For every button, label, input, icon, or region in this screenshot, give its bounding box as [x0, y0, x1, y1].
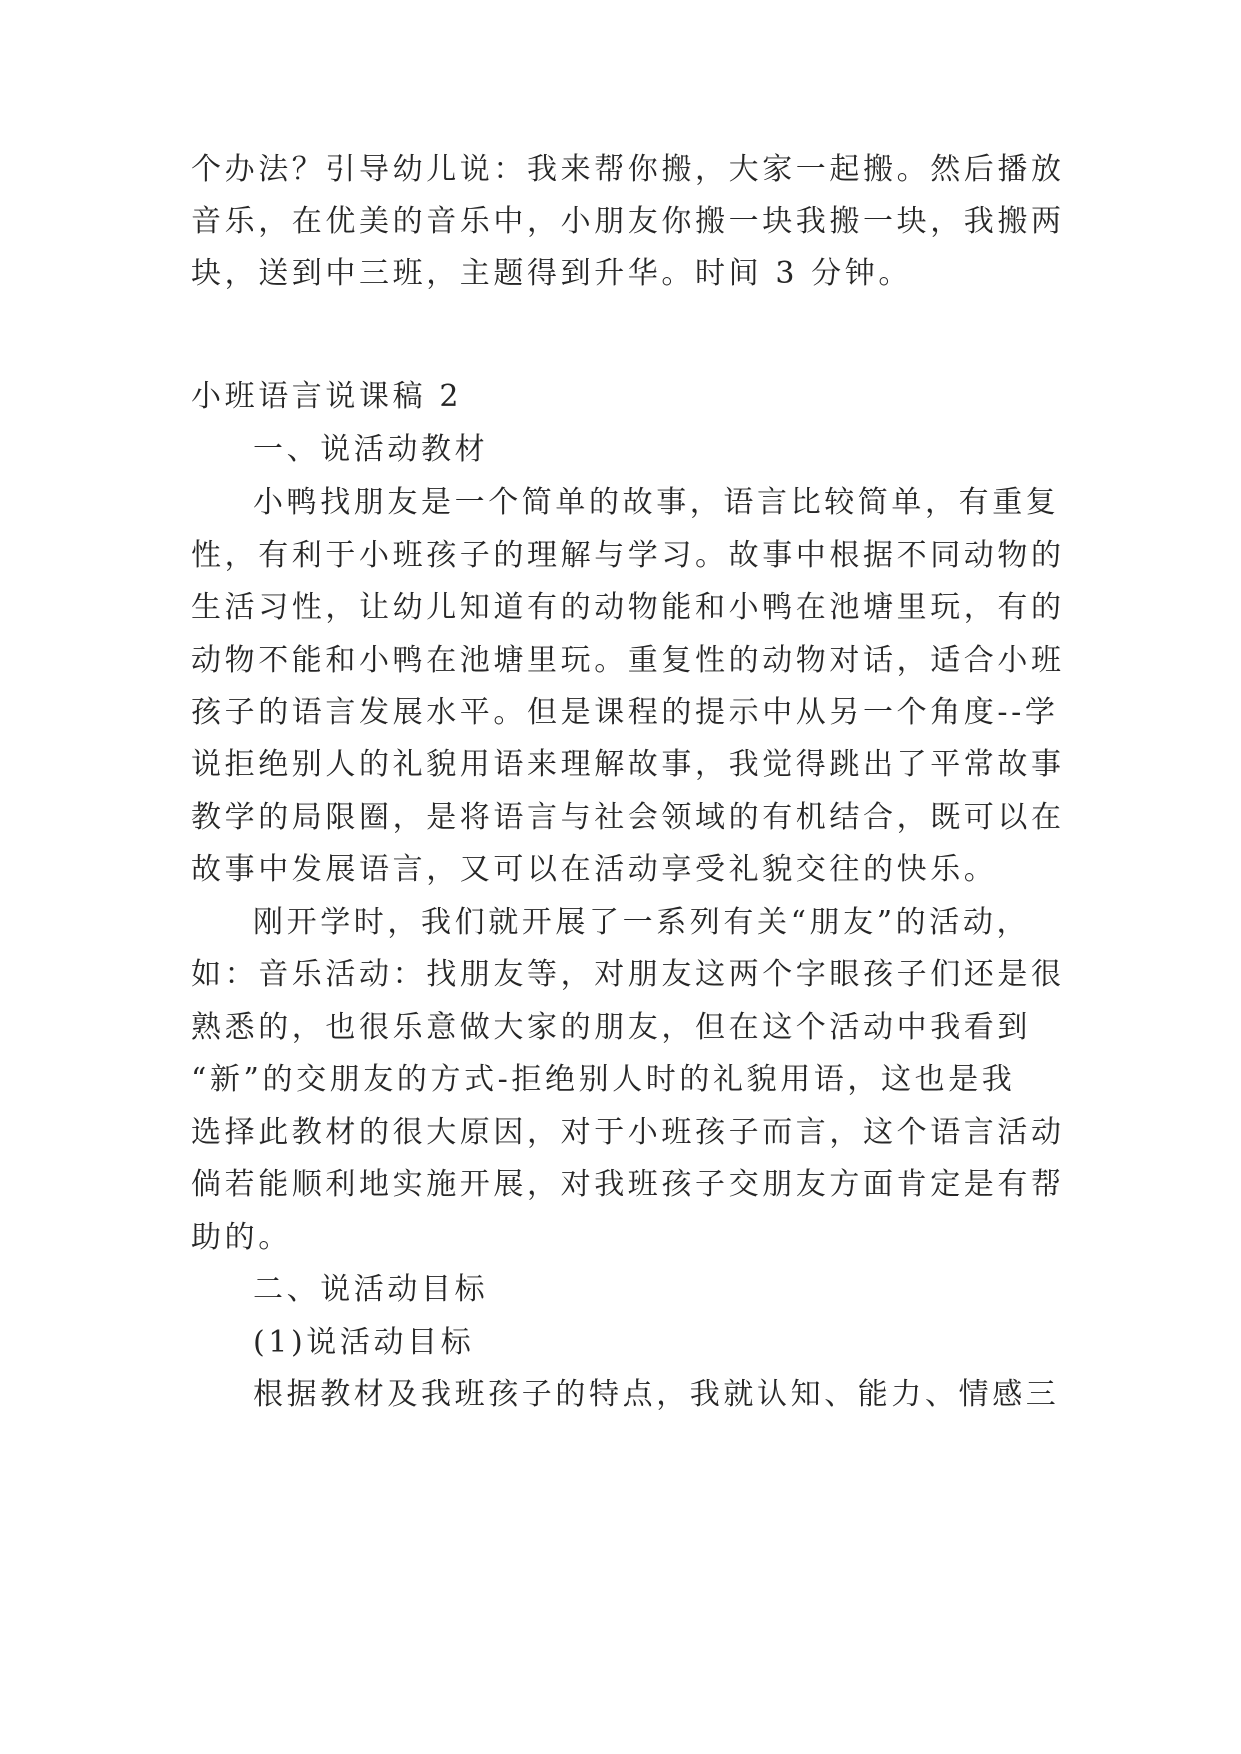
- text-line: 生活习性，让幼儿知道有的动物能和小鸭在池塘里玩，有的: [191, 590, 1065, 625]
- section-heading: 二、说活动目标: [253, 1272, 489, 1307]
- text-line: 教学的局限圈，是将语言与社会领域的有机结合，既可以在: [191, 800, 1065, 835]
- section-heading: 一、说活动教材: [253, 432, 489, 467]
- text-line: 动物不能和小鸭在池塘里玩。重复性的动物对话，适合小班: [191, 643, 1065, 678]
- text-line: 个办法？引导幼儿说：我来帮你搬，大家一起搬。然后播放: [191, 152, 1065, 187]
- text-line: 性，有利于小班孩子的理解与学习。故事中根据不同动物的: [191, 538, 1065, 573]
- text-line: 块，送到中三班，主题得到升华。时间 3 分钟。: [191, 256, 912, 291]
- text-line: 根据教材及我班孩子的特点，我就认知、能力、情感三: [253, 1377, 1060, 1412]
- text-line: 说拒绝别人的礼貌用语来理解故事，我觉得跳出了平常故事: [191, 747, 1065, 782]
- text-line: 小鸭找朋友是一个简单的故事，语言比较简单，有重复: [253, 485, 1060, 520]
- text-line: 倘若能顺利地实施开展，对我班孩子交朋友方面肯定是有帮: [191, 1167, 1065, 1202]
- text-line: 音乐，在优美的音乐中，小朋友你搬一块我搬一块，我搬两: [191, 204, 1065, 239]
- subsection-heading: (1)说活动目标: [253, 1325, 475, 1360]
- text-line: 如：音乐活动：找朋友等，对朋友这两个字眼孩子们还是很: [191, 957, 1065, 992]
- text-line: 孩子的语言发展水平。但是课程的提示中从另一个角度--学: [191, 695, 1059, 730]
- text-line: 刚开学时，我们就开展了一系列有关“朋友”的活动，: [253, 905, 1031, 940]
- text-line: 助的。: [191, 1220, 292, 1255]
- text-line: “新”的交朋友的方式-拒绝别人时的礼貌用语，这也是我: [191, 1062, 1016, 1097]
- text-line: 选择此教材的很大原因，对于小班孩子而言，这个语言活动: [191, 1115, 1065, 1150]
- section-title: 小班语言说课稿 2: [191, 379, 463, 414]
- text-line: 熟悉的，也很乐意做大家的朋友，但在这个活动中我看到: [191, 1010, 1031, 1045]
- text-line: 故事中发展语言，又可以在活动享受礼貌交往的快乐。: [191, 852, 998, 887]
